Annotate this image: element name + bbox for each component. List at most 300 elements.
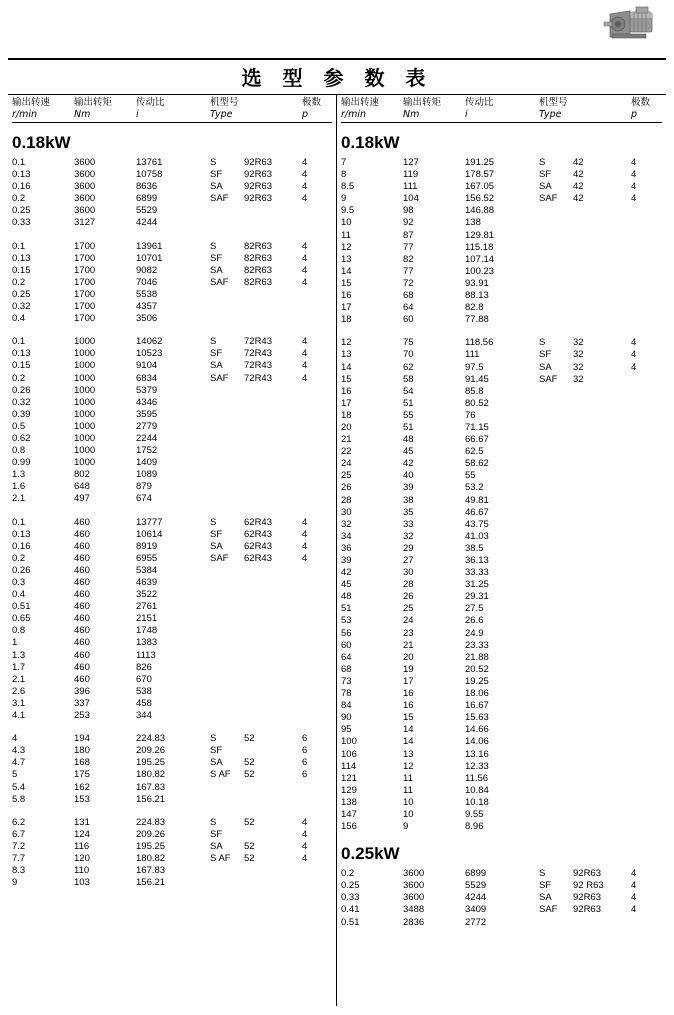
- table-row: [12, 481, 332, 493]
- cell-poles: [631, 386, 661, 398]
- cell-poles: 6: [302, 733, 308, 745]
- type-prefix: SA: [539, 181, 552, 193]
- cell-ratio: 93.91: [465, 277, 489, 289]
- cell-output-torque: 1700: [74, 240, 96, 252]
- cell-ratio: 6899: [465, 868, 487, 880]
- cell-output-speed: 0.32: [12, 396, 31, 408]
- type-number: 92R63: [244, 181, 272, 193]
- table-row: [12, 553, 332, 565]
- table-row: [341, 422, 662, 434]
- cell-output-torque: 3600: [74, 181, 96, 193]
- cell-poles: [631, 603, 661, 615]
- right-data-groups-2: [341, 868, 662, 928]
- type-prefix: SAF: [539, 373, 558, 385]
- cell-poles: 4: [302, 552, 308, 564]
- cell-type: [539, 761, 631, 773]
- cell-output-torque: 15: [403, 712, 414, 724]
- type-prefix: SAF: [210, 193, 229, 205]
- right-data-groups: [341, 157, 662, 833]
- cell-ratio: 62.5: [465, 446, 484, 458]
- cell-poles: [631, 664, 661, 676]
- cell-output-speed: 32: [341, 518, 352, 530]
- table-row: [341, 567, 662, 579]
- cell-output-speed: 78: [341, 688, 352, 700]
- cell-ratio: 111: [465, 349, 480, 361]
- type-number: 72R43: [244, 360, 272, 372]
- cell-output-speed: 0.8: [12, 625, 26, 637]
- cell-output-speed: 0.41: [341, 904, 360, 916]
- cell-ratio: 10701: [136, 252, 163, 264]
- header-output-speed: 输出转速 r/min: [12, 97, 51, 120]
- cell-poles: [302, 421, 332, 433]
- cell-ratio: 538: [136, 685, 152, 697]
- cell-output-speed: 13: [341, 253, 352, 265]
- cell-ratio: 1089: [136, 469, 158, 481]
- cell-output-speed: 0.51: [341, 916, 360, 928]
- cell-type: [539, 821, 631, 833]
- cell-type: [539, 254, 631, 266]
- cell-poles: [631, 217, 661, 229]
- cell-poles: 4: [631, 868, 637, 880]
- cell-output-torque: 55: [403, 409, 414, 421]
- table-row: [12, 674, 332, 686]
- cell-output-torque: 11: [403, 784, 413, 796]
- type-prefix: S: [210, 157, 217, 168]
- cell-type: [210, 373, 302, 385]
- cell-type: [210, 469, 302, 481]
- cell-poles: [631, 446, 661, 458]
- cell-output-torque: 25: [403, 603, 414, 615]
- cell-output-speed: 0.65: [12, 613, 31, 625]
- cell-output-speed: 147: [341, 808, 357, 820]
- cell-type: [210, 877, 302, 889]
- cell-output-torque: 3600: [74, 169, 96, 181]
- data-group: [12, 157, 332, 230]
- cell-ratio: 41.03: [465, 530, 489, 542]
- cell-output-speed: 13: [341, 349, 352, 361]
- cell-output-speed: 7: [341, 157, 347, 168]
- cell-output-torque: 1000: [74, 408, 96, 420]
- type-number: 92R63: [573, 892, 601, 904]
- cell-type: [210, 637, 302, 649]
- cell-output-torque: 16: [403, 700, 414, 712]
- cell-poles: [631, 700, 661, 712]
- cell-poles: [631, 278, 661, 290]
- table-row: [341, 809, 662, 821]
- cell-type: [210, 769, 302, 781]
- table-row: [12, 637, 332, 649]
- cell-output-speed: 4: [12, 733, 18, 745]
- cell-output-speed: 56: [341, 627, 352, 639]
- cell-output-torque: 131: [74, 816, 90, 828]
- cell-type: [210, 409, 302, 421]
- cell-ratio: 344: [136, 710, 152, 722]
- cell-output-speed: 53: [341, 615, 352, 627]
- cell-ratio: 178.57: [465, 169, 495, 181]
- type-prefix: SF: [539, 169, 552, 181]
- cell-output-torque: 20: [403, 651, 414, 663]
- cell-output-speed: 5: [12, 769, 18, 781]
- type-prefix: SF: [210, 528, 223, 540]
- header-type: 机型号 Type: [539, 97, 568, 120]
- cell-output-speed: 0.26: [12, 564, 31, 576]
- cell-output-speed: 48: [341, 591, 352, 603]
- cell-ratio: 20.52: [465, 663, 489, 675]
- cell-output-speed: 15: [341, 277, 352, 289]
- cell-output-torque: 460: [74, 577, 90, 588]
- cell-type: [210, 565, 302, 577]
- type-number: 32: [573, 349, 584, 361]
- cell-type: [210, 650, 302, 662]
- cell-output-torque: 28: [403, 579, 414, 591]
- cell-poles: 4: [631, 169, 637, 181]
- cell-output-torque: 87: [403, 229, 414, 241]
- table-row: [341, 181, 662, 193]
- type-prefix: SF: [539, 880, 552, 892]
- cell-output-torque: 648: [74, 481, 90, 493]
- header-ratio: 传动比 i: [136, 97, 165, 120]
- header-poles: 极数 p: [631, 97, 651, 120]
- cell-poles: [302, 601, 332, 613]
- cell-poles: [631, 917, 661, 929]
- type-prefix: SF: [210, 169, 223, 181]
- cell-output-torque: 32: [403, 530, 414, 542]
- table-row: [12, 757, 332, 769]
- cell-output-torque: 60: [403, 314, 414, 326]
- table-row: [12, 565, 332, 577]
- cell-ratio: 879: [136, 481, 152, 493]
- cell-ratio: 195.25: [136, 840, 166, 852]
- cell-output-speed: 0.51: [12, 601, 31, 613]
- cell-output-torque: 14: [403, 736, 414, 748]
- type-prefix: SF: [210, 348, 223, 360]
- cell-type: [539, 374, 631, 386]
- cell-poles: 4: [302, 276, 308, 288]
- table-row: [12, 241, 332, 253]
- cell-poles: [631, 785, 661, 797]
- cell-poles: 6: [302, 757, 308, 769]
- cell-output-speed: 5.4: [12, 781, 26, 793]
- cell-output-speed: 21: [341, 434, 352, 446]
- cell-output-speed: 14: [341, 361, 352, 373]
- cell-output-torque: 119: [403, 169, 419, 181]
- cell-output-torque: 1000: [74, 360, 96, 372]
- table-row: [12, 385, 332, 397]
- cell-ratio: 180.82: [136, 769, 166, 781]
- cell-ratio: 91.45: [465, 373, 489, 385]
- cell-type: [539, 386, 631, 398]
- cell-ratio: 1113: [136, 649, 156, 661]
- cell-type: [210, 181, 302, 193]
- cell-poles: [302, 289, 332, 301]
- cell-poles: [631, 470, 661, 482]
- cell-output-speed: 68: [341, 663, 352, 675]
- cell-ratio: 85.8: [465, 385, 484, 397]
- table-row: [341, 531, 662, 543]
- cell-type: [210, 457, 302, 469]
- cell-type: [539, 676, 631, 688]
- cell-output-speed: 17: [341, 397, 352, 409]
- table-row: [12, 625, 332, 637]
- cell-output-speed: 0.5: [12, 420, 26, 432]
- cell-ratio: 156.21: [136, 793, 166, 805]
- cell-output-speed: 0.62: [12, 432, 31, 444]
- cell-output-speed: 0.2: [341, 868, 355, 880]
- cell-poles: 4: [302, 516, 308, 528]
- table-row: [12, 650, 332, 662]
- cell-ratio: 9104: [136, 360, 158, 372]
- table-row: [12, 541, 332, 553]
- data-group: [12, 241, 332, 326]
- cell-type: [210, 289, 302, 301]
- cell-ratio: 10523: [136, 348, 163, 360]
- cell-poles: 4: [302, 528, 308, 540]
- type-number: 42: [573, 157, 584, 168]
- table-row: [341, 374, 662, 386]
- left-table-column: [8, 94, 337, 1006]
- cell-type: [539, 543, 631, 555]
- cell-poles: [631, 543, 661, 555]
- table-header-right: [341, 94, 662, 120]
- table-row: [12, 710, 332, 722]
- table-row: [341, 242, 662, 254]
- cell-ratio: 5379: [136, 384, 158, 396]
- cell-output-torque: 82: [403, 253, 414, 265]
- cell-output-torque: 460: [74, 540, 90, 552]
- cell-poles: [302, 301, 332, 313]
- cell-type: [210, 698, 302, 710]
- table-row: [12, 577, 332, 589]
- cell-output-speed: 10: [341, 217, 352, 229]
- cell-poles: [631, 567, 661, 579]
- cell-ratio: 13761: [136, 157, 163, 168]
- cell-output-torque: 802: [74, 469, 90, 481]
- data-group: [12, 517, 332, 723]
- type-number: 32: [573, 361, 584, 373]
- cell-output-torque: 153: [74, 793, 90, 805]
- cell-ratio: 88.13: [465, 290, 489, 302]
- cell-output-speed: 0.16: [12, 181, 31, 193]
- cell-ratio: 76: [465, 409, 476, 421]
- cell-output-speed: 60: [341, 639, 352, 651]
- cell-output-torque: 1700: [74, 313, 96, 325]
- cell-ratio: 180.82: [136, 852, 166, 864]
- cell-poles: 4: [302, 240, 308, 252]
- type-number: 92R63: [244, 193, 272, 205]
- table-row: [12, 841, 332, 853]
- table-row: [12, 613, 332, 625]
- table-row: [341, 290, 662, 302]
- cell-ratio: 23.33: [465, 639, 489, 651]
- cell-ratio: 3595: [136, 408, 158, 420]
- cell-output-torque: 460: [74, 564, 90, 576]
- type-prefix: S: [210, 816, 217, 828]
- cell-type: [539, 904, 631, 916]
- table-row: [341, 230, 662, 242]
- cell-output-speed: 0.32: [12, 301, 31, 313]
- cell-output-speed: 22: [341, 446, 352, 458]
- cell-output-torque: 1000: [74, 445, 96, 457]
- cell-type: [539, 700, 631, 712]
- cell-type: [539, 446, 631, 458]
- cell-poles: [302, 385, 332, 397]
- table-row: [341, 482, 662, 494]
- type-prefix: S: [539, 337, 546, 349]
- cell-output-torque: 33: [403, 518, 414, 530]
- cell-ratio: 3522: [136, 589, 158, 601]
- cell-type: [210, 360, 302, 372]
- cell-poles: [631, 688, 661, 700]
- cell-output-torque: 10: [403, 796, 414, 808]
- cell-ratio: 13.16: [465, 748, 489, 760]
- cell-output-speed: 1.7: [12, 661, 26, 673]
- table-row: [341, 688, 662, 700]
- cell-ratio: 138: [465, 217, 481, 229]
- cell-ratio: 9.55: [465, 808, 484, 820]
- cell-poles: [302, 577, 332, 589]
- cell-ratio: 7046: [136, 276, 158, 288]
- cell-ratio: 826: [136, 661, 152, 673]
- cell-output-speed: 0.1: [12, 336, 26, 348]
- table-row: [341, 676, 662, 688]
- cell-output-torque: 1700: [74, 301, 96, 313]
- cell-ratio: 80.52: [465, 397, 489, 409]
- table-row: [341, 615, 662, 627]
- cell-output-speed: 7.7: [12, 852, 26, 864]
- cell-poles: 4: [631, 349, 637, 361]
- cell-output-torque: 13: [403, 748, 414, 760]
- header-ratio: 传动比 i: [465, 97, 494, 120]
- table-row: [341, 904, 662, 916]
- cell-output-torque: 19: [403, 663, 414, 675]
- cell-output-speed: 17: [341, 302, 352, 314]
- type-number: 32: [573, 337, 584, 349]
- cell-poles: [631, 579, 661, 591]
- table-row: [341, 169, 662, 181]
- cell-ratio: 2772: [465, 916, 487, 928]
- cell-output-torque: 42: [403, 458, 414, 470]
- cell-poles: [302, 674, 332, 686]
- cell-poles: [631, 555, 661, 567]
- cell-type: [210, 265, 302, 277]
- cell-ratio: 6834: [136, 372, 158, 384]
- cell-poles: [302, 493, 332, 505]
- cell-output-speed: 0.16: [12, 540, 31, 552]
- table-row: [341, 362, 662, 374]
- cell-output-torque: 460: [74, 589, 90, 601]
- cell-output-torque: 460: [74, 528, 90, 540]
- cell-poles: 4: [631, 361, 637, 373]
- cell-output-torque: 3600: [403, 868, 425, 880]
- left-data-groups: [12, 157, 332, 889]
- parameter-table-frame: [8, 94, 666, 1006]
- table-row: [341, 278, 662, 290]
- table-row: [341, 785, 662, 797]
- cell-type: [210, 301, 302, 313]
- table-row: [341, 337, 662, 349]
- type-number: 42: [573, 193, 584, 205]
- cell-poles: [302, 433, 332, 445]
- cell-poles: [631, 519, 661, 531]
- cell-output-speed: 1.3: [12, 469, 26, 481]
- page-title: 选 型 参 数 表: [241, 66, 433, 90]
- cell-output-torque: 175: [74, 769, 90, 781]
- type-prefix: SA: [539, 892, 552, 904]
- cell-ratio: 38.5: [465, 542, 484, 554]
- cell-ratio: 31.25: [465, 579, 489, 591]
- cell-output-torque: 124: [74, 828, 90, 840]
- cell-ratio: 55: [465, 470, 476, 482]
- table-row: [12, 698, 332, 710]
- cell-output-torque: 27: [403, 555, 414, 566]
- type-number: 72R43: [244, 336, 272, 348]
- cell-type: [539, 579, 631, 591]
- cell-output-torque: 9: [403, 821, 409, 833]
- type-prefix: SA: [539, 361, 552, 373]
- cell-ratio: 43.75: [465, 518, 489, 530]
- cell-ratio: 12.33: [465, 760, 489, 772]
- cell-ratio: 53.2: [465, 482, 484, 494]
- cell-poles: [302, 650, 332, 662]
- cell-output-torque: 11: [403, 772, 413, 784]
- table-row: [12, 782, 332, 794]
- cell-poles: [631, 628, 661, 640]
- type-number: 82R63: [244, 264, 272, 276]
- type-number: 52: [244, 769, 255, 781]
- table-row: [12, 865, 332, 877]
- cell-output-torque: 1000: [74, 396, 96, 408]
- cell-output-torque: 30: [403, 567, 414, 579]
- cell-output-speed: 0.15: [12, 360, 31, 372]
- cell-type: [539, 398, 631, 410]
- cell-output-torque: 58: [403, 373, 414, 385]
- cell-output-speed: 16: [341, 385, 352, 397]
- cell-poles: 4: [631, 337, 637, 349]
- cell-output-speed: 0.33: [12, 217, 31, 229]
- cell-poles: 4: [302, 264, 308, 276]
- table-row: [341, 736, 662, 748]
- cell-type: [210, 625, 302, 637]
- cell-poles: [302, 397, 332, 409]
- table-row: [341, 446, 662, 458]
- cell-type: [210, 397, 302, 409]
- table-row: [12, 313, 332, 325]
- cell-ratio: 195.25: [136, 757, 166, 769]
- cell-output-speed: 0.33: [341, 892, 360, 904]
- cell-poles: [302, 205, 332, 217]
- cell-poles: [302, 794, 332, 806]
- cell-output-speed: 34: [341, 530, 352, 542]
- table-row: [12, 336, 332, 348]
- cell-ratio: 49.81: [465, 494, 489, 506]
- table-row: [12, 829, 332, 841]
- cell-type: [539, 230, 631, 242]
- cell-poles: 4: [631, 880, 637, 892]
- type-prefix: S: [210, 733, 217, 745]
- cell-output-torque: 3600: [403, 892, 425, 904]
- cell-poles: 4: [302, 828, 308, 840]
- cell-output-speed: 8.5: [341, 181, 355, 193]
- cell-poles: [302, 613, 332, 625]
- cell-ratio: 8919: [136, 540, 158, 552]
- cell-output-speed: 42: [341, 567, 352, 579]
- cell-output-speed: 100: [341, 736, 357, 748]
- table-row: [341, 349, 662, 361]
- cell-ratio: 1409: [136, 457, 158, 469]
- table-row: [341, 712, 662, 724]
- cell-type: [539, 181, 631, 193]
- cell-ratio: 21.88: [465, 651, 489, 663]
